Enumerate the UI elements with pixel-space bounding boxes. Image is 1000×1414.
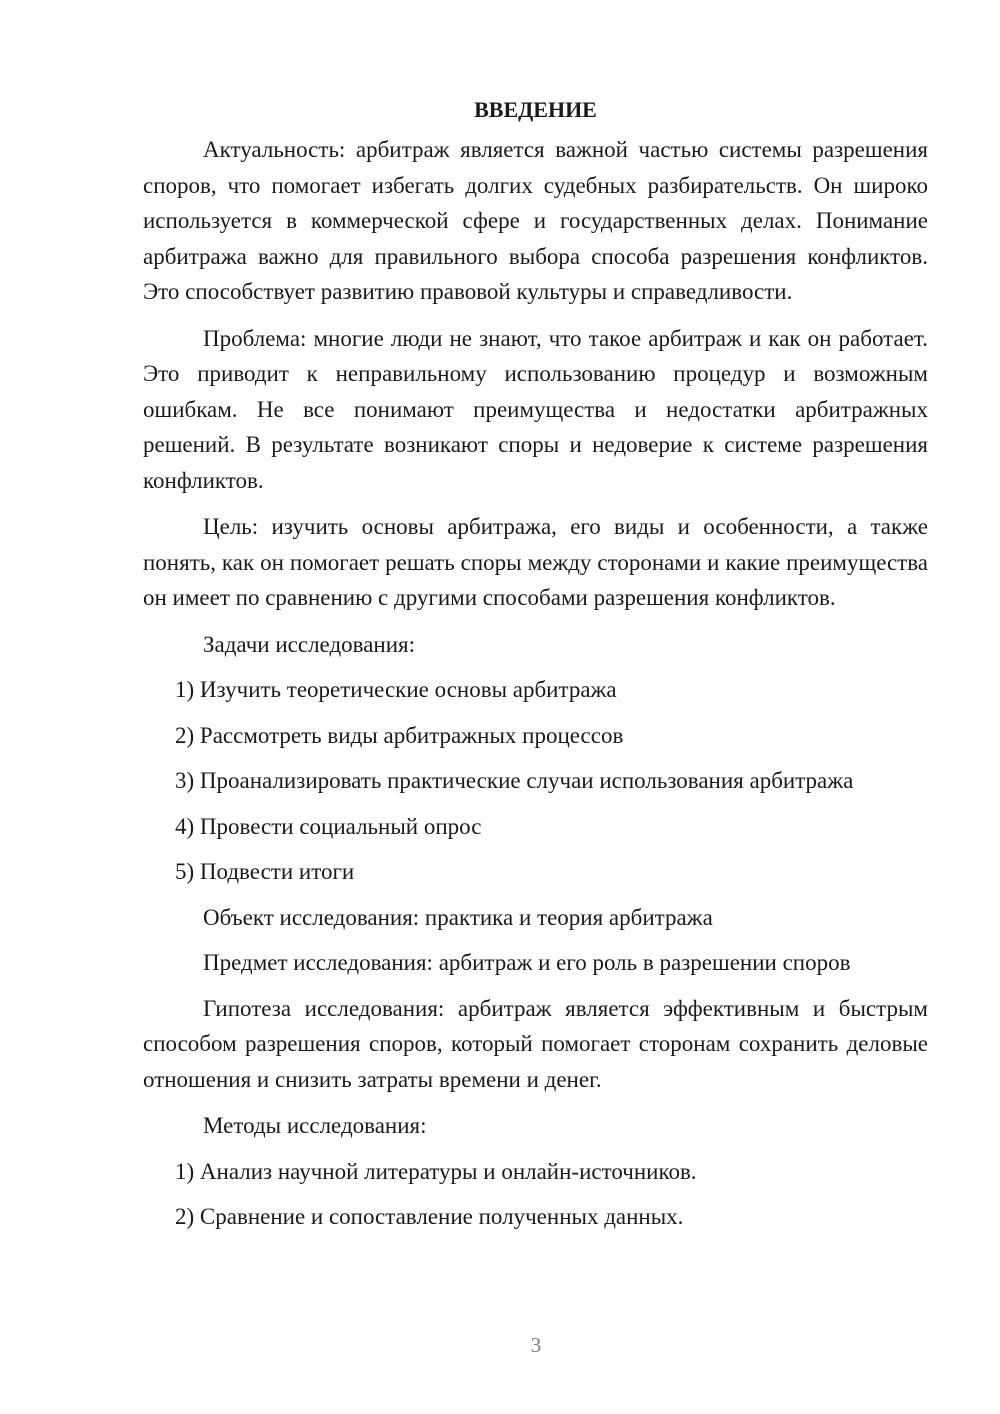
tasks-list <box>143 672 928 900</box>
list-item: 2) Рассмотреть виды арбитражных процессов <box>175 722 624 748</box>
subject-line: Предмет исследования: арбитраж и его роль в разрешении споров <box>203 950 851 975</box>
list-item: 5) Подвести итоги <box>175 859 355 884</box>
object-line: Объект исследования: практика и теория арбитража <box>203 904 713 930</box>
list-item: 1) Анализ научной литературы и онлайн-источников. <box>175 1158 697 1184</box>
methods-heading: Методы исследования: <box>203 1113 427 1138</box>
goal-paragraph: Цель: изучить основы арбитража, его виды и особенности, а также понять, как он помогает решать споры между сторонами и какие преимущества он имеет по сравнению с другими способами разрешения конфликтов. <box>143 514 928 610</box>
tasks-heading: Задачи исследования: <box>203 631 416 657</box>
list-item: 4) Провести социальный опрос <box>175 813 482 839</box>
list-item: 3) Проанализировать практические случаи использования арбитража <box>175 768 854 793</box>
methods-list <box>143 1154 928 1245</box>
page-title: ВВЕДЕНИЕ <box>474 97 597 122</box>
hypothesis-paragraph: Гипотеза исследования: арбитраж является эффективным и быстрым способом разрешения споров, который помогает сторонам сохранить деловые отношения и снизить затраты времени и денег. <box>143 995 928 1092</box>
relevance-paragraph: Актуальность: арбитраж является важной частью системы разрешения споров, что помогает избегать долгих судебных разбирательств. Он широко используется в коммерческой сфере и государственных делах. Понимание арбитража важно для правильного выбора способа разрешения конфликтов. Это способствует развитию правовой культуры и справедливости. <box>143 137 928 304</box>
page-number: 3 <box>530 1333 542 1357</box>
list-item: 1) Изучить теоретические основы арбитража <box>175 677 617 702</box>
list-item: 2) Сравнение и сопоставление полученных данных. <box>175 1204 684 1229</box>
document-body <box>143 95 928 1245</box>
problem-paragraph: Проблема: многие люди не знают, что такое арбитраж и как он работает. Это приводит к неправильному использованию процедур и возможным ошибкам. Не все понимают преимущества и недостатки арбитражных решений. В результате возникают споры и недоверие к системе разрешения конфликтов. <box>143 325 928 493</box>
